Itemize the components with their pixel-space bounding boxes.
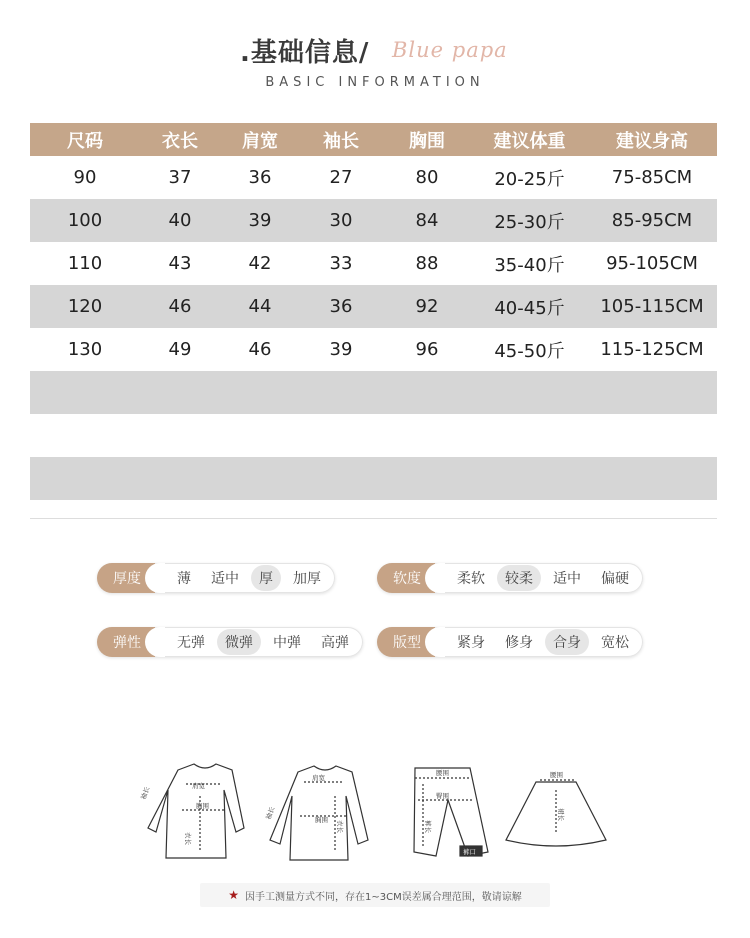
table-cell: 39 [248, 210, 272, 231]
option-moderate: 适中 [553, 571, 581, 587]
section-title: .基础信息/ [240, 38, 370, 68]
title-row [0, 30, 750, 70]
attribute-softness [377, 563, 643, 593]
table-row [30, 328, 717, 371]
table-cell: 100 [67, 210, 103, 231]
note-text: 因手工测量方式不同，存在1~3CM误差属合理范围，敬请谅解 [245, 891, 522, 903]
table-cell: 27 [329, 167, 353, 188]
brand-script: Blue papa [392, 38, 508, 62]
table-cell: 46 [168, 296, 192, 317]
option-medium: 适中 [211, 571, 239, 587]
column-header: 袖长 [323, 130, 359, 152]
table-cell: 96 [415, 339, 439, 360]
column-header: 胸围 [409, 130, 445, 152]
option-slim: 修身 [505, 635, 533, 651]
option-thick-selected: 厚 [251, 565, 281, 591]
table-cell: 20-25斤 [494, 168, 565, 190]
table-cell: 92 [415, 296, 439, 317]
table-cell: 120 [67, 296, 103, 317]
option-fairly-soft-selected: 较柔 [497, 565, 541, 591]
option-stiff: 偏硬 [601, 571, 629, 587]
table-cell: 80 [415, 167, 439, 188]
table-cell: 40-45斤 [494, 297, 565, 319]
measurement-note [200, 883, 550, 907]
skirt-diagram [506, 780, 606, 846]
attribute-label: 弹性 [97, 627, 155, 657]
measurement-diagrams [0, 760, 750, 875]
pants-diagram [414, 768, 488, 856]
option-extra-thick: 加厚 [293, 571, 321, 587]
attribute-label: 版型 [377, 627, 435, 657]
diagram-label: 裤口 [463, 848, 476, 856]
diagram-label: 胸围 [315, 816, 328, 824]
empty-row [30, 457, 717, 500]
diagram-label: 裙长 [557, 808, 565, 821]
table-header [30, 123, 717, 156]
table-cell: 44 [248, 296, 272, 317]
section-subtitle: BASIC INFORMATION [265, 75, 485, 90]
table-cell: 85-95CM [611, 210, 693, 231]
diagram-label: 袖长 [139, 785, 152, 801]
table-cell: 130 [67, 339, 103, 360]
table-cell: 37 [168, 167, 192, 188]
attribute-label: 软度 [377, 563, 435, 593]
table-cell: 75-85CM [611, 167, 693, 188]
star-icon: ★ [228, 888, 240, 902]
table-cell: 45-50斤 [494, 340, 565, 362]
table-cell: 36 [248, 167, 272, 188]
column-header: 肩宽 [242, 130, 278, 152]
table-cell: 49 [168, 339, 192, 360]
table-cell: 115-125CM [600, 339, 704, 360]
table-cell: 110 [67, 253, 103, 274]
table-cell: 35-40斤 [494, 254, 565, 276]
table-row [30, 285, 717, 328]
size-table [30, 123, 717, 500]
diagram-label: 臀围 [436, 792, 449, 800]
option-soft: 柔软 [457, 571, 485, 587]
diagram-label: 胸围 [196, 802, 209, 810]
table-cell: 95-105CM [606, 253, 698, 274]
table-cell: 90 [73, 167, 97, 188]
option-thin: 薄 [177, 571, 191, 587]
table-cell: 36 [329, 296, 353, 317]
option-no-stretch: 无弹 [177, 635, 205, 651]
diagram-label: 腰围 [436, 769, 449, 777]
diagram-label: 腰围 [550, 771, 563, 779]
attribute-thickness [97, 563, 335, 593]
diagram-label: 衣长 [184, 832, 192, 845]
table-cell: 42 [248, 253, 272, 274]
column-header: 衣长 [162, 130, 198, 152]
option-slight-stretch-selected: 微弹 [217, 629, 261, 655]
attribute-elasticity [97, 627, 363, 657]
option-tight: 紧身 [457, 635, 485, 651]
table-cell: 30 [329, 210, 353, 231]
diagram-label: 裤长 [424, 820, 432, 833]
table-cell: 46 [248, 339, 272, 360]
table-cell: 33 [329, 253, 353, 274]
option-medium-stretch: 中弹 [273, 635, 301, 651]
attribute-label: 厚度 [97, 563, 155, 593]
table-cell: 43 [168, 253, 192, 274]
table-cell: 40 [168, 210, 192, 231]
option-regular-selected: 合身 [545, 629, 589, 655]
column-header: 尺码 [67, 130, 103, 152]
diagram-label: 肩宽 [192, 782, 205, 790]
table-cell: 25-30斤 [494, 211, 565, 233]
attribute-fit [377, 627, 643, 657]
empty-row [30, 414, 717, 457]
table-row [30, 199, 717, 242]
top-garment-diagram-1 [148, 764, 244, 858]
option-loose: 宽松 [601, 635, 629, 651]
diagram-label: 肩宽 [312, 774, 325, 782]
table-cell: 84 [415, 210, 439, 231]
table-cell: 105-115CM [600, 296, 704, 317]
column-header: 建议身高 [616, 130, 688, 152]
option-high-stretch: 高弹 [321, 635, 349, 651]
diagram-label: 袖长 [264, 805, 277, 821]
column-header: 建议体重 [493, 130, 566, 152]
diagram-label: 衣长 [336, 820, 344, 833]
section-divider [30, 518, 717, 519]
table-row [30, 156, 717, 199]
table-row [30, 242, 717, 285]
table-cell: 39 [329, 339, 353, 360]
empty-row [30, 371, 717, 414]
table-cell: 88 [415, 253, 439, 274]
